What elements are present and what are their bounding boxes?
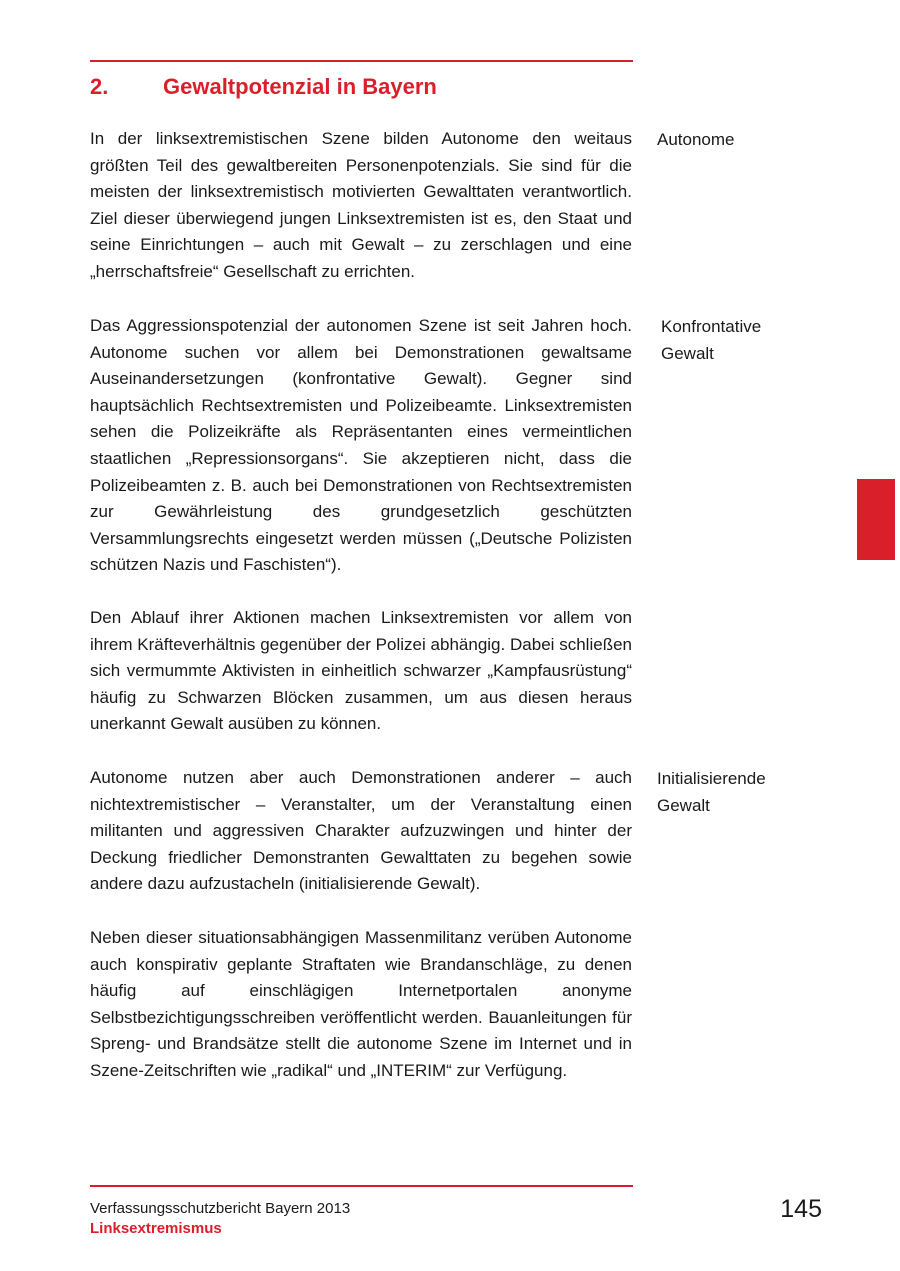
margin-note-initialisierende-gewalt: Initialisierende Gewalt	[657, 769, 766, 815]
chapter-tab-marker	[857, 479, 895, 560]
paragraph-ablauf-aktionen: Den Ablauf ihrer Aktionen machen Linksextremisten vor allem von ihrem Kräfteverhältnis gegenüber der Polizei abhängig. Dabei schließen sich vermummte Aktivisten in einheitlich schwarzer „Kampfausrüstung“ häufig zu Schwarzen Blöcken zusammen, um aus diesen heraus unerkannt Gewalt ausüben zu können.	[90, 608, 632, 734]
margin-note-konfrontative-gewalt: Konfrontative Gewalt	[661, 317, 762, 363]
footer-publication: Verfassungsschutzbericht Bayern 2013	[90, 1200, 351, 1217]
footer-section: Linksextremismus	[90, 1220, 222, 1237]
section-number: 2.	[90, 74, 109, 99]
paragraph-demonstrationen-anderer: Autonome nutzen aber auch Demonstrationen anderer – auch nichtextremistischer – Veranstalter, um der Veranstaltung einen militanten und aggressiven Charakter aufzuzwingen und hinter der Deckung friedlicher Demonstranten Gewalttaten zu begehen sowie andere dazu aufzustacheln (initialisierende Gewalt).	[90, 768, 632, 894]
paragraph-massenmilitanz: Neben dieser situationsabhängigen Massenmilitanz verüben Autonome auch konspirativ geplante Straftaten wie Brandanschläge, zu denen häufig auf einschlägigen Internetportalen anonyme Selbstbezichtigungsschreiben veröffentlicht werden. Bauanleitungen für Spreng- und Brandsätze stellt die autonome Szene im Internet und in Szene-Zeitschriften wie „radikal“ und „INTERIM“ zur Verfügung.	[90, 928, 632, 1080]
paragraph-aggressionspotenzial: Das Aggressionspotenzial der autonomen Szene ist seit Jahren hoch. Autonome suchen vor allem bei Demonstrationen gewaltsame Auseinandersetzungen (konfrontative Gewalt). Gegner sind hauptsächlich Rechtsextremisten und Polizeibeamte. Linksextremisten sehen die Polizeikräfte als Repräsentanten eines vermeintlichen staatlichen „Repressionsorgans“. Sie akzeptieren nicht, dass die Polizeibeamten z. B. auch bei Demonstrationen von Rechtsextremisten zur Gewährleistung des grundgesetzlich geschützten Versammlungsrechts eingesetzt werden müssen („Deutsche Polizisten schützen Nazis und Faschisten“).	[90, 316, 632, 575]
paragraph-autonome: In der linksextremistischen Szene bilden Autonome den weitaus größten Teil des gewaltbereiten Personenpotenzials. Sie sind für die meisten der linksextremistisch motivierten Gewalttaten verantwortlich. Ziel dieser überwiegend jungen Linksextremisten ist es, den Staat und seine Einrichtungen – auch mit Gewalt – zu zerschlagen und eine „herrschaftsfreie“ Gesellschaft zu errichten.	[90, 129, 632, 281]
page-number: 145	[780, 1195, 822, 1223]
bottom-rule	[90, 1185, 633, 1187]
top-rule	[90, 60, 633, 62]
section-title: Gewaltpotenzial in Bayern	[163, 74, 437, 99]
section-heading	[90, 72, 650, 102]
margin-note-autonome: Autonome	[657, 130, 735, 149]
